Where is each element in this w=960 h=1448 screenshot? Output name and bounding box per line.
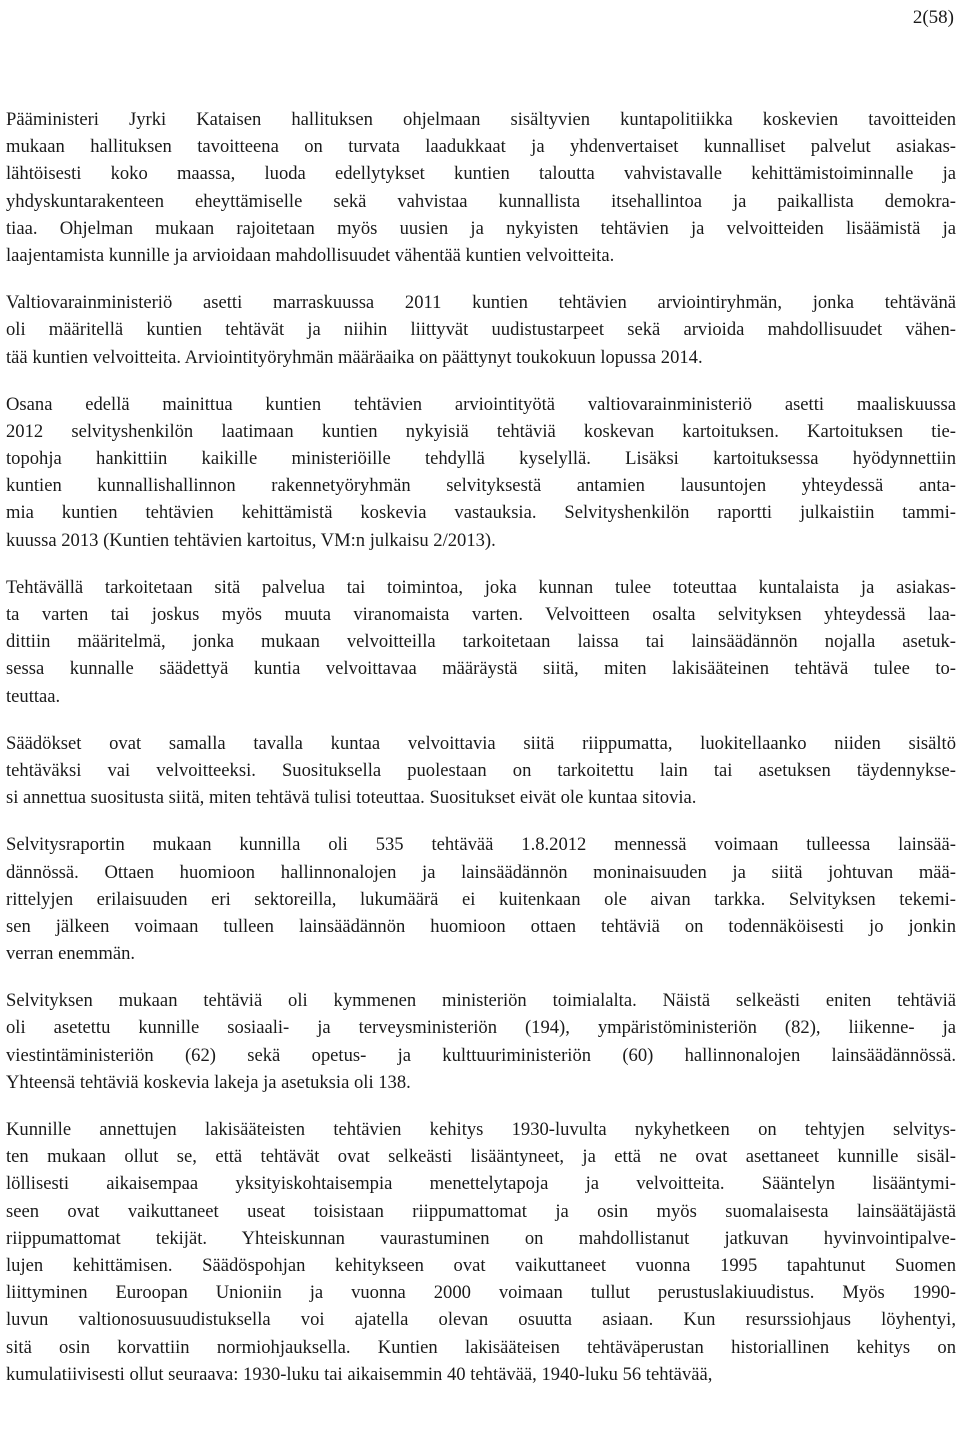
text-line: Yhteensä tehtäviä koskevia lakeja ja asetuksia oli 138. <box>6 1071 411 1093</box>
text-line: kumulatiivisesti ollut seuraava: 1930-luku tai aikaisemmin 40 tehtävää, 1940-luku 56 tehtävää, <box>6 1363 713 1385</box>
text-line: riippumattomat tekijät. Yhteiskunnan vaurastuminen on mahdollistanut jatkuvan hyvinvointipalve- <box>6 1227 956 1249</box>
text-line: si annettua suositusta siitä, miten tehtävä tulisi toteuttaa. Suositukset eivät ole kuntaa sitovia. <box>6 787 697 809</box>
text-line: oli asetettu kunnille sosiaali- ja terveysministeriön (194), ympäristöministeriön (82), liikenne- ja <box>6 1017 956 1039</box>
text-line: Kunnille annettujen lakisääteisten tehtävien kehitys 1930-luvulta nykyhetkeen on tehtyjen selvitys- <box>6 1119 956 1140</box>
text-line: Valtiovarainministeriö asetti marraskuussa 2011 kuntien tehtävien arviointiryhmän, jonka tehtävänä <box>6 292 956 314</box>
text-line: sitä osin korvattiin normiohjauksella. Kuntien lakisääteisen tehtäväperustan historiallinen kehitys on <box>6 1336 956 1358</box>
paragraph <box>6 574 956 710</box>
text-line: tehtäväksi vai velvoitteeksi. Suosituksella puolestaan on tarkoitettu lain tai asetuksen täydennykse- <box>6 759 956 781</box>
text-line: teuttaa. <box>6 685 61 707</box>
paragraph <box>6 1116 956 1388</box>
text-line: ten mukaan ollut se, että tehtävät ovat selkeästi lisääntyneet, ja että ne ovat asettaneet kunnille sisäl- <box>6 1146 956 1168</box>
text-line: Pääministeri Jyrki Kataisen hallituksen ohjelmaan sisältyvien kuntapolitiikka koskevien tavoitteiden <box>6 109 956 130</box>
paragraph <box>6 730 956 812</box>
page-number: 2(58) <box>912 7 954 28</box>
text-line: seen ovat vaikuttaneet useat toisistaan riippumattomat ja osin myös suomalaisesta lainsäätäjästä <box>6 1200 956 1222</box>
text-line: sessa kunnalle säädettyä kuntia velvoittavaa määräystä siitä, miten lakisääteinen tehtävä tulee to- <box>6 658 956 680</box>
body-text <box>6 106 956 1408</box>
text-line: topohja hankittiin kaikille ministeriöille tehdyllä kyselyllä. Lisäksi kartoituksessa hyödynnettiin <box>6 448 956 470</box>
text-line: liittyminen Euroopan Unioniin ja vuonna 2000 voimaan tullut perustuslakiuudistus. Myös 1990- <box>6 1282 956 1304</box>
text-line: laajentamista kunnille ja arvioidaan mahdollisuudet vähentää kuntien velvoitteita. <box>6 244 615 266</box>
text-line: löllisesti aikaisempaa yksityiskohtaisempia menettelytapoja ja velvoitteita. Sääntelyn lisääntymi- <box>6 1173 956 1195</box>
text-line: sen jälkeen voimaan tulleen lainsäädännön huomioon ottaen tehtäviä on todennäköisesti jo jonkin <box>6 915 956 937</box>
paragraph <box>6 106 956 269</box>
text-line: rittelyjen erilaisuuden eri sektoreilla, lukumäärä ei kuitenkaan ole aivan tarkka. Selvityksen tekemi- <box>6 888 956 910</box>
text-line: dännössä. Ottaen huomioon hallinnonalojen ja lainsäädännön moninaisuuden ja siitä johtuvan mää- <box>6 861 956 883</box>
text-line: Tehtävällä tarkoitetaan sitä palvelua tai toimintoa, joka kunnan tulee toteuttaa kuntalaista ja asiakas- <box>6 576 956 598</box>
paragraph <box>6 289 956 371</box>
text-line: lujen kehittämisen. Säädöspohjan kehitykseen ovat vaikuttaneet vuonna 1995 tapahtunut Suomen <box>6 1254 956 1276</box>
text-line: kuntien kunnallishallinnon rakennetyöryhmän selvityksestä antamien lausuntojen yhteydessä anta- <box>6 475 956 497</box>
text-line: mia kuntien tehtävien kehittämistä koskevia vastauksia. Selvityshenkilön raportti julkaistiin tammi- <box>6 502 956 524</box>
paragraph <box>6 987 956 1096</box>
text-line: Osana edellä mainittua kuntien tehtävien arviointityötä valtiovarainministeriö asetti maaliskuussa <box>6 393 956 415</box>
text-line: Selvityksen mukaan tehtäviä oli kymmenen ministeriön toimialalta. Näistä selkeästi eniten tehtäviä <box>6 990 956 1012</box>
paragraph <box>6 391 956 554</box>
text-line: viestintäministeriön (62) sekä opetus- ja kulttuuriministeriön (60) hallinnonalojen lainsäädännössä. <box>6 1044 956 1066</box>
text-line: ta varten tai joskus myös muuta viranomaista varten. Velvoitteen osalta selvityksen yhteydessä laa- <box>6 604 956 625</box>
paragraph <box>6 831 956 967</box>
text-line: tää kuntien velvoitteita. Arviointityöryhmän määräaika on päättynyt toukokuun lopussa 2014. <box>6 346 703 368</box>
text-line: oli määritellä kuntien tehtävät ja niihin liittyvät uudistustarpeet sekä arvioida mahdollisuudet vähen- <box>6 319 956 341</box>
text-line: mukaan hallituksen tavoitteena on turvata laadukkaat ja yhdenvertaiset kunnalliset palvelut asiakas- <box>6 136 956 158</box>
text-line: kuussa 2013 (Kuntien tehtävien kartoitus, VM:n julkaisu 2/2013). <box>6 529 496 551</box>
text-line: 2012 selvityshenkilön laatimaan kuntien nykyisiä tehtäviä koskevan kartoituksen. Kartoituksen tie- <box>6 420 956 442</box>
text-line: lähtöisesti koko maassa, luoda edellytykset kuntien taloutta vahvistavalle kehittämistoiminnalle ja <box>6 163 956 185</box>
text-line: Selvitysraportin mukaan kunnilla oli 535 tehtävää 1.8.2012 mennessä voimaan tulleessa lainsää- <box>6 834 956 856</box>
text-line: tiaa. Ohjelman mukaan rajoitetaan myös uusien ja nykyisten tehtävien ja velvoitteiden lisäämistä ja <box>6 217 956 239</box>
text-line: luvun valtionosuusuudistuksella voi ajatella olevan osuutta asiaan. Kun resurssiohjaus löyhentyi, <box>6 1309 956 1331</box>
text-line: verran enemmän. <box>6 943 136 965</box>
text-line: yhdyskuntarakenteen eheyttämiselle sekä vahvistaa kunnallista itsehallintoa ja paikallista demokra- <box>6 190 956 212</box>
text-line: Säädökset ovat samalla tavalla kuntaa velvoittavia siitä riippumatta, luokitellaanko niiden sisältö <box>6 732 956 754</box>
text-line: dittiin määritelmä, jonka mukaan velvoitteilla tarkoitetaan laissa tai lainsäädännön nojalla asetuk- <box>6 631 956 653</box>
